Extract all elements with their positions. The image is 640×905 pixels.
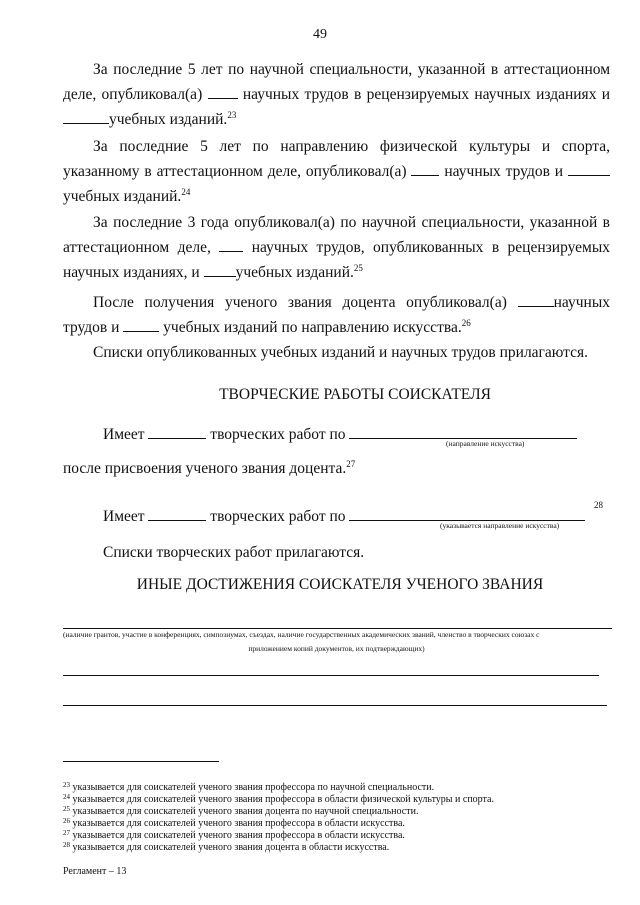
paragraph-4-text-a: После получения ученого звания доцента опубликовал(а) xyxy=(93,294,507,311)
paragraph-2-text-a: За последние 5 лет по направлению физической культуры и спорта, указанному в аттестационном деле, опубликовал(а) xyxy=(63,138,610,180)
paragraph-3-text-b: научных трудов, опубликованных в рецензируемых научных изданиях, и xyxy=(63,239,611,281)
direction-caption: (направление искусства) xyxy=(446,439,525,448)
has-label: Имеет xyxy=(103,508,145,525)
blank-field[interactable] xyxy=(219,238,243,252)
footnote-number: 23 xyxy=(63,781,70,789)
other-achievements-heading: ИНЫЕ ДОСТИЖЕНИЯ СОИСКАТЕЛЯ УЧЕНОГО ЗВАНИЯ xyxy=(136,576,544,593)
creative-row-1-cont xyxy=(63,460,355,478)
works-label: творческих работ по xyxy=(210,426,346,443)
input-line[interactable] xyxy=(63,628,612,629)
paragraph-2 xyxy=(63,134,610,209)
footnote-ref: 28 xyxy=(594,500,603,510)
paragraph-1-text-b: научных трудов в рецензируемых научных изданиях и xyxy=(242,86,611,103)
has-label: Имеет xyxy=(103,426,145,443)
creative-lists: Списки творческих работ прилагаются. xyxy=(103,544,365,561)
footnote-text: указывается для соискателей ученого звания профессора по научной специальности. xyxy=(72,782,435,793)
footnote-text: указывается для соискателей ученого звания профессора в области искусства. xyxy=(72,830,405,841)
blank-field[interactable] xyxy=(123,318,159,332)
paragraph-3-text-c: учебных изданий. xyxy=(235,264,354,281)
footnote-28 xyxy=(63,842,389,854)
footnote-ref: 25 xyxy=(353,263,363,273)
paragraph-5 xyxy=(63,340,610,365)
page-number: 49 xyxy=(313,27,327,42)
achievements-caption-1: (наличие грантов, участие в конференциях, симпозиумах, съездах, наличие государственных академических званий, членство в творческих союзах с xyxy=(63,630,540,639)
footnote-text: указывается для соискателей ученого звания доцента в области искусства. xyxy=(72,842,390,853)
footnote-25 xyxy=(63,806,418,818)
paragraph-1-text-c: учебных изданий. xyxy=(109,111,228,128)
footnote-number: 25 xyxy=(63,805,70,813)
footnote-24 xyxy=(63,794,494,806)
input-line[interactable] xyxy=(63,675,599,676)
direction-caption: (указывается направление искусства) xyxy=(440,521,560,530)
footnote-27 xyxy=(63,830,405,842)
footnote-number: 26 xyxy=(63,817,70,825)
footnote-number: 27 xyxy=(63,829,70,837)
paragraph-3-text-a: За последние 3 года опубликовал(а) по научной специальности, указанной в аттестационном деле, xyxy=(63,214,610,256)
footnote-23 xyxy=(63,782,434,794)
direction-field[interactable] xyxy=(349,425,577,439)
paragraph-5-text: Списки опубликованных учебных изданий и научных трудов прилагаются. xyxy=(93,344,589,361)
blank-field[interactable] xyxy=(148,507,206,521)
footnote-number: 28 xyxy=(63,841,70,849)
works-label: творческих работ по xyxy=(210,508,346,525)
direction-field[interactable] xyxy=(349,507,585,521)
blank-field[interactable] xyxy=(518,293,554,307)
after-docent-text: после присвоения ученого звания доцента. xyxy=(63,460,347,477)
blank-field[interactable] xyxy=(208,85,238,99)
footnote-ref: 24 xyxy=(181,187,191,197)
achievements-caption-2: приложением копий документов, их подтверждающих) xyxy=(248,644,425,653)
paragraph-4 xyxy=(63,290,610,340)
footnote-number: 24 xyxy=(63,793,70,801)
paragraph-3 xyxy=(63,210,610,285)
paragraph-1 xyxy=(63,57,610,132)
paragraph-2-text-b: научных трудов и xyxy=(444,163,564,180)
document-footer: Регламент – 13 xyxy=(63,866,127,877)
footnote-text: указывается для соискателей ученого звания профессора в области физической культуры и спорта. xyxy=(72,794,494,805)
paragraph-4-text-c: учебных изданий по направлению искусства. xyxy=(163,319,462,336)
blank-field[interactable] xyxy=(568,162,610,176)
blank-field[interactable] xyxy=(411,162,439,176)
paragraph-4-text-b: научных трудов и xyxy=(63,294,611,336)
footnote-separator xyxy=(63,761,219,762)
footnote-text: указывается для соискателей ученого звания доцента по научной специальности. xyxy=(72,806,419,817)
footnote-ref: 26 xyxy=(461,318,471,328)
footnote-ref: 23 xyxy=(227,110,237,120)
blank-field[interactable] xyxy=(148,425,206,439)
blank-field[interactable] xyxy=(63,110,109,124)
footnote-26 xyxy=(63,818,405,830)
footnote-text: указывается для соискателей ученого звания профессора в области искусства. xyxy=(72,818,405,829)
blank-field[interactable] xyxy=(204,263,236,277)
input-line[interactable] xyxy=(63,705,607,706)
footnote-ref: 27 xyxy=(346,459,356,469)
paragraph-1-text-a: За последние 5 лет по научной специальности, указанной в аттестационном деле, опубликовал(а) xyxy=(63,61,610,103)
paragraph-2-text-c: учебных изданий. xyxy=(63,188,182,205)
creative-works-heading: ТВОРЧЕСКИЕ РАБОТЫ СОИСКАТЕЛЯ xyxy=(219,386,491,403)
